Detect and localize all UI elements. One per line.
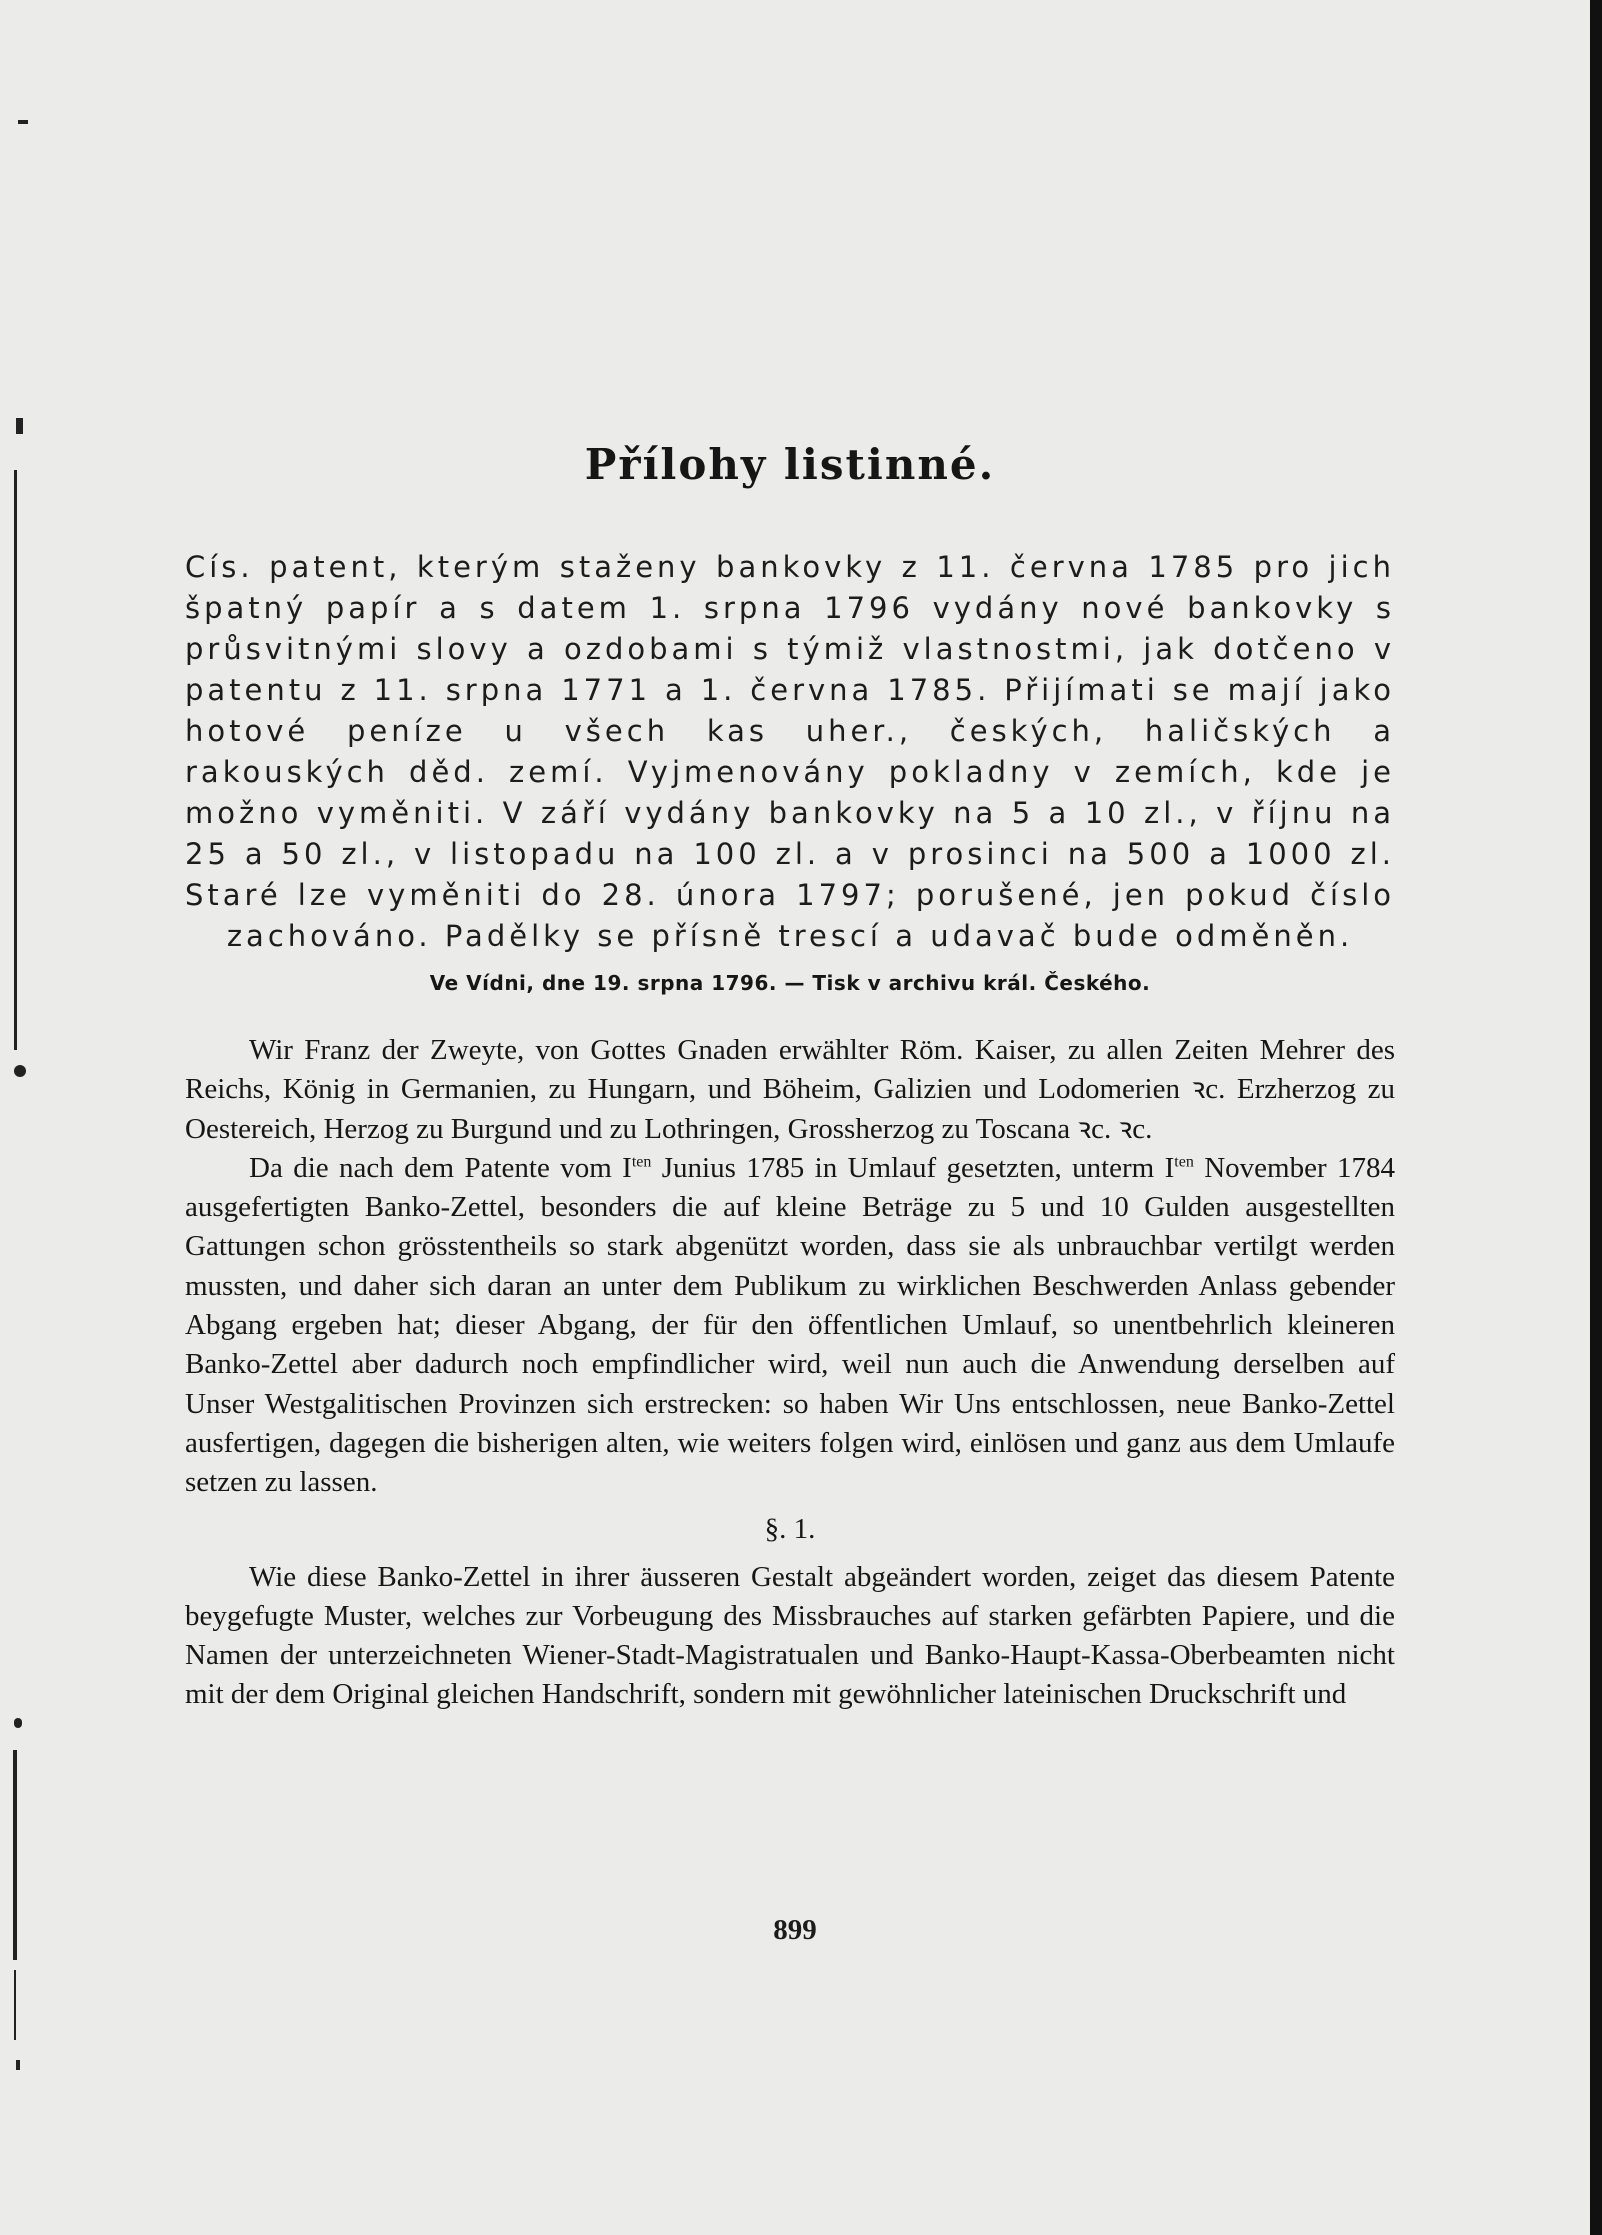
superscript: ten [1174, 1153, 1194, 1171]
paragraph-section-1: Wie diese Banko-Zettel in ihrer äusseren Gestalt abgeändert worden, zeiget das diesem Patente beygefugte Muster, welches zur Vorbeugung des Missbrauches auf starken gefärbten Papiere, und die Namen der unterzeichneten Wiener-Stadt-Magistratualen und Banko-Haupt-Kassa-Oberbeamten nicht mit der dem Original gleichen Handschrift, sondern mit gewöhnlicher lateinischen Druckschrift und [185, 1560, 1395, 1711]
margin-mark [18, 120, 28, 124]
margin-mark [16, 2060, 20, 2070]
paragraph-text: Junius 1785 in Umlauf gesetzten, unterm I [651, 1151, 1175, 1184]
margin-mark [14, 1718, 22, 1728]
paragraph-preamble [185, 1149, 1395, 1503]
page-number: 899 [773, 1914, 817, 1946]
page-title: Přílohy listinné. [584, 440, 996, 489]
document-summary: Cís. patent, kterým staženy bankovky z 11. června 1785 pro jich špatný papír a s datem 1. srpna 1796 vydány nové bankovky s průsvitnými slovy a ozdobami s týmiž vlastnostmi, jak dotčeno v patentu z 11. srpna 1771 a 1. června 1785. Přijímati se mají jako hotové peníze u všech kas uher., českých, haličských a rakouských děd. zemí. Vyjmenovány pokladny v zemích, kde je možno vyměniti. V září vydány bankovky na 5 a 10 zl., v říjnu na 25 a 50 zl., v listopadu na 100 zl. a v prosinci na 500 a 1000 zl. Staré lze vyměniti do 28. února 1797; porušené, jen pokud číslo zachováno. Padělky se přísně trescí a udavač bude odměněn. [185, 550, 1395, 953]
paragraph-text: November 1784 ausgefertigten Banko-Zettel, besonders die auf kleine Beträge zu 5 und 10 Gulden ausgestellten Gattungen schon grösstentheils so stark abgenützt worden, dass sie als unbrauchbar vertilgt werden mussten, und daher sich daran an unter dem Publikum zu wirklichen Beschwerden Anlass gebender Abgang ergeben hat; dieser Abgang, der für den öffentlichen Umlauf, so unentbehrlich kleineren Banko-Zettel aber dadurch noch empfindlicher wird, weil nun auch die Anwendung derselben auf Unser Westgalitischen Provinzen sich erstrecken: so haben Wir Uns entschlossen, neue Banko-Zettel ausfertigen, dagegen die bisherigen alten, wie weiters folgen wird, einlösen und ganz aus dem Umlaufe setzen zu lassen. [185, 1151, 1395, 1499]
paragraph-intro: Wir Franz der Zweyte, von Gottes Gnaden erwählter Röm. Kaiser, zu allen Zeiten Mehrer des Reichs, König in Germanien, zu Hungarn, und Böheim, Galizien und Lodomerien ꝛc. Erzherzog zu Oestereich, Herzog zu Burgund und zu Lothringen, Grossherzog zu Toscana ꝛc. ꝛc. [185, 1034, 1395, 1145]
document-source: Ve Vídni, dne 19. srpna 1796. — Tisk v archivu král. Českého. [429, 971, 1151, 995]
page-text [185, 440, 1395, 1715]
section-heading: §. 1. [764, 1512, 816, 1545]
margin-mark [14, 1065, 26, 1077]
superscript: ten [631, 1153, 652, 1171]
paragraph-text: Da die nach dem Patente vom I [249, 1151, 632, 1184]
scan-edge [1590, 0, 1602, 2235]
margin-mark [14, 470, 17, 1050]
margin-mark [16, 418, 23, 434]
margin-mark [14, 1970, 16, 2040]
